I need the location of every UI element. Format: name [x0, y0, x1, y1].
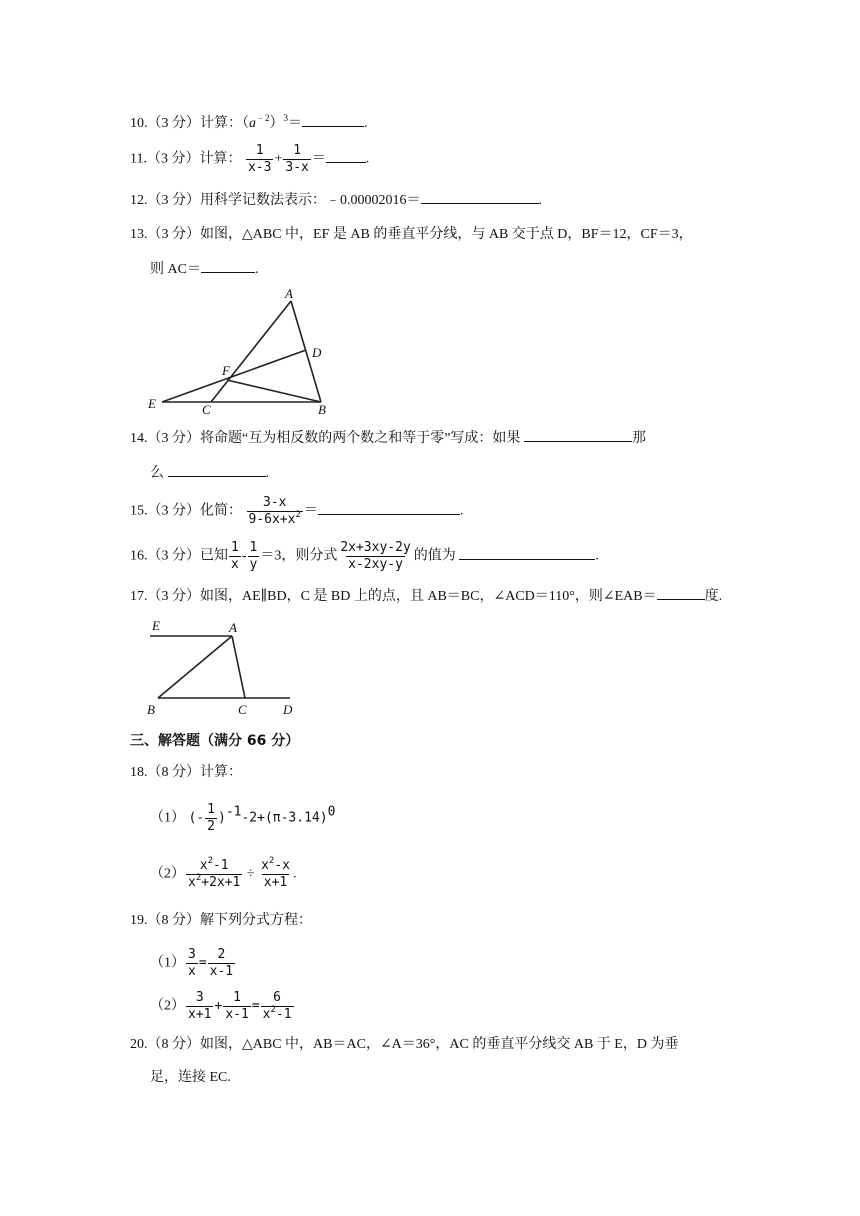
q10-text: 计算：（ — [200, 116, 249, 131]
question-19 — [130, 911, 312, 931]
q16-f1-num: 1 — [231, 540, 239, 555]
q19-points: （8 分） — [147, 913, 200, 928]
q18-p2-f2-den: x+1 — [263, 875, 288, 890]
q19-p1-label: （1） — [150, 955, 185, 971]
q18-part-1 — [150, 802, 335, 835]
q14-end: . — [265, 466, 269, 481]
segment-FB — [227, 380, 321, 402]
label-B: B — [318, 402, 326, 417]
q14-tail: 那 — [631, 431, 646, 446]
q18-p2-f2-num — [259, 858, 292, 874]
q16-points: （3 分） — [147, 548, 200, 564]
q18-p2-f2n-exp: 2 — [268, 856, 275, 866]
question-17 — [130, 585, 722, 607]
q16-end: . — [595, 548, 599, 564]
q18-p2-fraction-1 — [186, 858, 242, 891]
q10-close: ） — [269, 116, 284, 131]
q15-eq: ＝ — [303, 503, 318, 519]
q18-p1-label: （1） — [150, 810, 185, 826]
q16-f2-num: 1 — [249, 540, 258, 555]
q19-p2-fraction-1 — [186, 990, 213, 1023]
q18-p2-label: （2） — [150, 866, 185, 882]
q14-points: （3 分） — [147, 431, 200, 446]
question-20-line-2 — [150, 1068, 231, 1088]
q19-part-1 — [150, 947, 236, 980]
q15-end: . — [459, 503, 464, 519]
question-14-line-2 — [150, 462, 269, 484]
q19-p2-hd-base: x — [262, 1007, 271, 1022]
q19-p2-hd — [261, 1006, 294, 1023]
q18-p2-f1n-base: x — [199, 858, 208, 873]
q11-fraction-1 — [246, 143, 273, 176]
q12-text: 用科学记数法表示：﹣0.00002016＝ — [200, 193, 421, 208]
q19-p2-fd: x+1 — [188, 1007, 212, 1022]
question-15 — [130, 495, 463, 528]
q16-answer-blank[interactable] — [459, 545, 595, 560]
q19-p1-fd: x — [188, 964, 196, 979]
q20-number: 20. — [130, 1037, 148, 1052]
q11-f2-num: 1 — [293, 143, 302, 158]
q16-condition: ＝3，则分式 — [260, 548, 338, 564]
label-C: C — [238, 702, 247, 717]
q15-answer-blank[interactable] — [318, 500, 460, 515]
q20-points: （8 分） — [147, 1037, 200, 1052]
q13-figure — [140, 282, 340, 418]
q19-p2-gn: 1 — [233, 990, 241, 1005]
q15-f-den-base: 9-6x+x — [248, 512, 296, 527]
q19-p2-eq: = — [251, 998, 260, 1014]
q10-eq: ＝ — [288, 116, 303, 131]
q18-p1-fn: 1 — [207, 802, 215, 817]
q16-fraction-2 — [248, 540, 260, 573]
q19-p1-gd: x-1 — [209, 964, 234, 979]
q18-p2-f1n-rest: -1 — [212, 858, 229, 873]
q18-p2-f1d-exp: 2 — [195, 873, 202, 883]
q18-points: （8 分） — [147, 765, 200, 780]
q16-f3-den: x-2xy-y — [348, 557, 403, 572]
q14-text-2: 么 — [150, 466, 164, 481]
q19-p1-gn: 2 — [217, 947, 226, 962]
question-10 — [130, 112, 368, 134]
q13-end: . — [254, 262, 259, 277]
q16-pre: 已知 — [200, 548, 228, 564]
question-13 — [130, 225, 693, 245]
q10-end: . — [364, 116, 368, 131]
question-20 — [130, 1035, 678, 1055]
q18-p2-f2n-rest: -x — [274, 858, 290, 873]
q11-f1-den: x-3 — [247, 160, 272, 175]
q20-text-2: 足，连接 EC. — [150, 1070, 231, 1085]
q15-f-den-exp: 2 — [295, 510, 301, 520]
q10-answer-blank[interactable] — [302, 112, 364, 127]
q19-p1-fraction-2 — [208, 947, 235, 980]
q18-p2-fraction-2 — [259, 858, 292, 891]
label-E: E — [152, 618, 160, 633]
question-13-line-2 — [150, 258, 258, 280]
q15-points: （3 分） — [147, 503, 200, 519]
q15-f-num: 3-x — [262, 495, 287, 510]
q16-f3-num: 2x+3xy-2y — [340, 540, 411, 555]
q11-plus: + — [274, 151, 283, 167]
q11-end: . — [365, 151, 370, 167]
q15-number: 15. — [130, 503, 148, 519]
label-F: F — [222, 363, 230, 378]
q15-f-den — [247, 511, 303, 528]
q16-fraction-3 — [338, 540, 412, 573]
q16-number: 16. — [130, 548, 148, 564]
q10-number: 10. — [130, 116, 148, 131]
q18-p1-close: ) — [217, 810, 226, 826]
q18-part-2 — [150, 858, 296, 891]
q14-then-blank[interactable] — [168, 462, 266, 477]
q16-f1-den: x — [231, 557, 239, 572]
q17-text: 如图，AE∥BD，C 是 BD 上的点，且 AB＝BC，∠ACD＝110°，则∠EAB＝ — [200, 589, 657, 604]
q10-exp1: ﹣2 — [256, 113, 270, 123]
q19-p2-fraction-3 — [261, 990, 294, 1023]
q18-text: 计算： — [200, 765, 242, 780]
q14-number: 14. — [130, 431, 148, 446]
q11-f2-den: 3-x — [285, 160, 309, 175]
q12-number: 12. — [130, 193, 148, 208]
q12-end: . — [538, 193, 542, 208]
q19-p1-fraction-1 — [186, 947, 198, 980]
q16-f2-den: y — [249, 557, 258, 572]
question-16 — [130, 540, 599, 573]
question-12 — [130, 189, 542, 211]
q18-p2-f1n-exp: 2 — [207, 856, 213, 866]
q15-fraction — [247, 495, 303, 528]
label-D: D — [283, 702, 293, 717]
q17-points: （3 分） — [147, 589, 200, 604]
q11-points: （3 分） — [146, 151, 200, 167]
q14-if-blank[interactable] — [524, 427, 632, 442]
section-3-title: 三、解答题（满分 66 分） — [130, 733, 300, 749]
side-AC — [211, 301, 291, 402]
q17-number: 17. — [130, 589, 148, 604]
q10-points: （3 分） — [147, 116, 200, 131]
label-B: B — [147, 702, 155, 717]
q19-p2-label: （2） — [150, 998, 185, 1014]
q19-number: 19. — [130, 913, 148, 928]
q20-text: 如图，△ABC 中，AB＝AC，∠A＝36°，AC 的垂直平分线交 AB 于 E，D 为垂 — [200, 1037, 679, 1052]
label-A: A — [229, 620, 237, 635]
q19-part-2 — [150, 990, 295, 1023]
q13-number: 13. — [130, 227, 148, 242]
q17-answer-blank[interactable] — [657, 585, 705, 600]
q12-points: （3 分） — [147, 193, 200, 208]
segment-AC — [232, 636, 245, 698]
q18-p2-f2n-base: x — [261, 858, 269, 873]
q18-p1-fraction — [205, 802, 217, 835]
q19-p2-hd-exp: 2 — [270, 1005, 276, 1015]
q18-p2-f1d-base: x — [188, 875, 196, 890]
q10-var: a — [249, 116, 256, 131]
q12-answer-blank[interactable] — [421, 189, 539, 204]
q19-p2-plus: + — [214, 998, 223, 1014]
q15-text: 化简： — [200, 503, 242, 519]
question-11 — [130, 143, 369, 176]
q18-p1-rest: -2+(π-3.14) — [241, 810, 328, 826]
q18-p2-f1d-rest: +2x+1 — [201, 875, 241, 890]
q18-p2-f1-num — [198, 858, 231, 874]
q18-p1-exp: -1 — [225, 804, 242, 820]
q19-p2-fn: 3 — [195, 990, 204, 1005]
label-A: A — [285, 286, 293, 301]
q18-p2-divide: ÷ — [246, 866, 255, 882]
q11-f1-num: 1 — [255, 143, 264, 158]
q18-end: . — [292, 866, 297, 882]
label-D: D — [312, 345, 322, 360]
question-14 — [130, 427, 646, 449]
q19-p1-eq: = — [198, 955, 207, 971]
q16-minus: - — [241, 548, 247, 564]
q10-exp2: 3 — [283, 113, 289, 123]
q13-points: （3 分） — [147, 227, 200, 242]
q13-text: 如图，△ABC 中，EF 是 AB 的垂直平分线，与 AB 交于点 D，BF＝12，CF＝3， — [200, 227, 693, 242]
q19-p2-gd: x-1 — [225, 1007, 249, 1022]
q16-tail: 的值为 — [413, 548, 456, 564]
q19-p2-hd-rest: -1 — [275, 1007, 292, 1022]
q19-p1-fn: 3 — [188, 947, 196, 962]
q16-fraction-1 — [229, 540, 241, 573]
q17-figure — [140, 614, 310, 720]
q11-number: 11. — [130, 151, 147, 167]
q11-answer-blank[interactable] — [326, 148, 366, 163]
q18-number: 18. — [130, 765, 148, 780]
q19-p2-fraction-2 — [223, 990, 250, 1023]
q18-p1-open: (- — [188, 810, 205, 826]
q18-p1-fd: 2 — [207, 819, 215, 834]
q11-eq: ＝ — [311, 151, 326, 167]
q18-p2-f1-den — [186, 874, 242, 891]
q13-answer-blank[interactable] — [201, 258, 255, 273]
label-E: E — [148, 396, 156, 411]
question-18 — [130, 763, 242, 783]
q14-text: 将命题“互为相反数的两个数之和等于零”写成：如果 — [200, 431, 521, 446]
q19-text: 解下列分式方程： — [200, 913, 312, 928]
q19-p2-hn: 6 — [273, 990, 281, 1005]
q13-text-2: 则 AC＝ — [150, 262, 201, 277]
segment-AB — [158, 636, 232, 698]
q17-end: 度. — [704, 589, 723, 604]
q11-fraction-2 — [283, 143, 310, 176]
q18-p1-exp2: 0 — [327, 804, 336, 820]
label-C: C — [202, 402, 211, 417]
q11-text: 计算： — [199, 151, 242, 167]
